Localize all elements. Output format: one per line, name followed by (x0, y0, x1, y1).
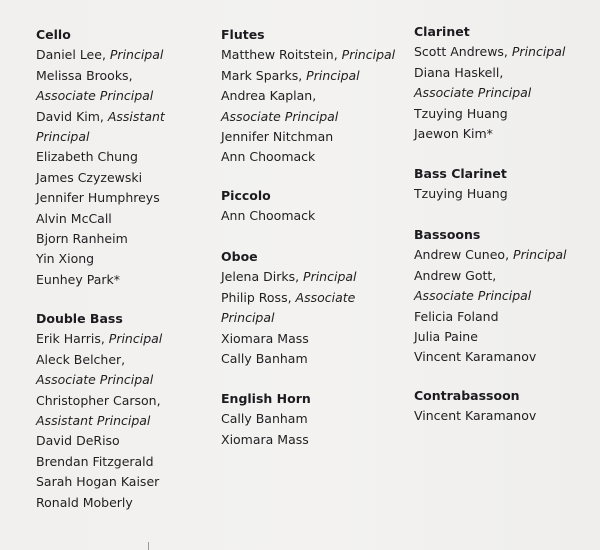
section-title: Piccolo (221, 188, 271, 203)
section-oboe (221, 247, 401, 369)
section-title: Cello (36, 27, 71, 42)
line-italic: Associate Principal (414, 85, 532, 101)
line-text: David DeRiso (36, 433, 120, 449)
line-italic: Principal (513, 247, 567, 263)
line-text: James Czyzewski (36, 169, 143, 185)
line-italic: Assistant (107, 108, 165, 124)
roster-line (414, 307, 594, 327)
line-text: Jaewon Kim* (414, 126, 493, 142)
section-double-bass (36, 309, 211, 513)
section-bass-clarinet (414, 164, 594, 205)
roster-line (221, 86, 401, 106)
roster-line (414, 104, 594, 124)
line-text: Vincent Karamanov (414, 349, 537, 365)
line-italic: Principal (108, 331, 163, 347)
page-mark (148, 542, 149, 550)
line-text: Melissa Brooks, (36, 67, 133, 83)
line-text: Ann Choomack (221, 149, 316, 165)
roster-line (414, 184, 594, 204)
line-italic: Principal (109, 47, 164, 63)
line-text: Sarah Hogan Kaiser (36, 474, 160, 490)
line-text: Jennifer Nitchman (221, 129, 334, 145)
line-text: Andrew Cuneo, (414, 247, 514, 263)
line-italic: Principal (36, 129, 90, 145)
section-title: Bassoons (414, 227, 481, 242)
section-title: Oboe (221, 249, 258, 264)
line-text: Erik Harris, (36, 331, 109, 347)
line-text: Diana Haskell, (414, 64, 504, 80)
roster-line (36, 188, 211, 208)
roster-line (36, 329, 211, 349)
line-text: Andrea Kaplan, (221, 88, 317, 104)
roster-line (221, 206, 401, 226)
line-text: Christopher Carson, (36, 392, 161, 408)
section-piccolo (221, 186, 401, 227)
roster-line (36, 127, 211, 147)
roster-line (414, 347, 594, 367)
line-text: Ann Choomack (221, 208, 316, 224)
line-text: David Kim, (36, 108, 108, 124)
line-italic: Principal (306, 67, 360, 83)
roster-line (36, 249, 211, 269)
line-italic: Associate Principal (221, 108, 339, 124)
line-text: Andrew Gott, (414, 267, 497, 283)
line-text: Xiomara Mass (221, 431, 309, 447)
roster-line (36, 452, 211, 472)
section-title: Bass Clarinet (414, 166, 507, 181)
roster-line (221, 288, 401, 308)
roster-line (221, 430, 401, 450)
section-cello (36, 25, 211, 290)
section-title: English Horn (221, 391, 311, 406)
line-italic: Principal (511, 44, 566, 60)
line-text: Matthew Roitstein, (221, 47, 342, 63)
roster-line (414, 63, 594, 83)
roster-line (414, 124, 594, 144)
line-text: Jelena Dirks, (221, 269, 304, 285)
section-title: Double Bass (36, 311, 123, 326)
roster-line (414, 245, 594, 265)
line-text: Jennifer Humphreys (36, 190, 160, 206)
roster-line (221, 147, 401, 167)
roster-line (36, 45, 211, 65)
line-text: Mark Sparks, (221, 67, 307, 83)
line-italic: Associate (295, 289, 356, 305)
roster-line (414, 286, 594, 306)
section-title: Contrabassoon (414, 388, 520, 403)
line-italic: Principal (341, 47, 396, 63)
line-text: Cally Banham (221, 411, 308, 427)
section-english-horn (221, 389, 401, 450)
line-text: Philip Ross, (221, 289, 296, 305)
line-text: Daniel Lee, (36, 47, 110, 63)
roster-line (414, 327, 594, 347)
line-text: Cally Banham (221, 351, 308, 367)
roster-line (414, 83, 594, 103)
section-flutes (221, 25, 401, 168)
roster-line (36, 229, 211, 249)
roster-line (414, 42, 594, 62)
line-text: Bjorn Ranheim (36, 231, 128, 247)
line-text: Xiomara Mass (221, 330, 309, 346)
roster-line (36, 431, 211, 451)
roster-line (36, 107, 211, 127)
section-contrabassoon (414, 386, 594, 427)
line-italic: Principal (303, 269, 357, 285)
line-text: Tzuying Huang (414, 105, 508, 121)
line-text: Felicia Foland (414, 308, 499, 324)
roster-line (36, 370, 211, 390)
roster-line (221, 66, 401, 86)
line-italic: Principal (221, 310, 275, 326)
line-text: Ronald Moberly (36, 494, 133, 510)
line-text: Yin Xiong (36, 251, 95, 267)
line-text: Elizabeth Chung (36, 149, 138, 165)
roster-line (221, 329, 401, 349)
line-text: Julia Paine (414, 329, 478, 345)
roster-line (36, 472, 211, 492)
roster-line (414, 266, 594, 286)
line-text: Scott Andrews, (414, 44, 512, 60)
section-title: Flutes (221, 27, 265, 42)
roster-line (36, 493, 211, 513)
line-text: Vincent Karamanov (414, 408, 537, 424)
line-italic: Assistant Principal (36, 413, 151, 429)
roster-line (36, 66, 211, 86)
roster-line (36, 411, 211, 431)
roster-line (36, 86, 211, 106)
roster-line (221, 409, 401, 429)
roster-line (36, 147, 211, 167)
roster-line (36, 391, 211, 411)
roster-line (221, 45, 401, 65)
line-italic: Associate Principal (414, 288, 532, 304)
roster-line (221, 308, 401, 328)
roster-line (221, 127, 401, 147)
line-text: Eunhey Park* (36, 271, 120, 287)
line-text: Alvin McCall (36, 210, 112, 226)
line-text: Aleck Belcher, (36, 351, 126, 367)
roster-line (221, 267, 401, 287)
line-text: Brendan Fitzgerald (36, 453, 154, 469)
roster-line (414, 406, 594, 426)
line-text: Tzuying Huang (414, 186, 508, 202)
section-clarinet (414, 22, 594, 144)
line-italic: Associate Principal (36, 372, 154, 388)
roster-line (36, 270, 211, 290)
roster-line (36, 209, 211, 229)
section-bassoons (414, 225, 594, 368)
roster-line (221, 107, 401, 127)
section-title: Clarinet (414, 24, 470, 39)
roster-line (36, 168, 211, 188)
roster-line (36, 350, 211, 370)
line-italic: Associate Principal (36, 88, 154, 104)
roster-line (221, 349, 401, 369)
